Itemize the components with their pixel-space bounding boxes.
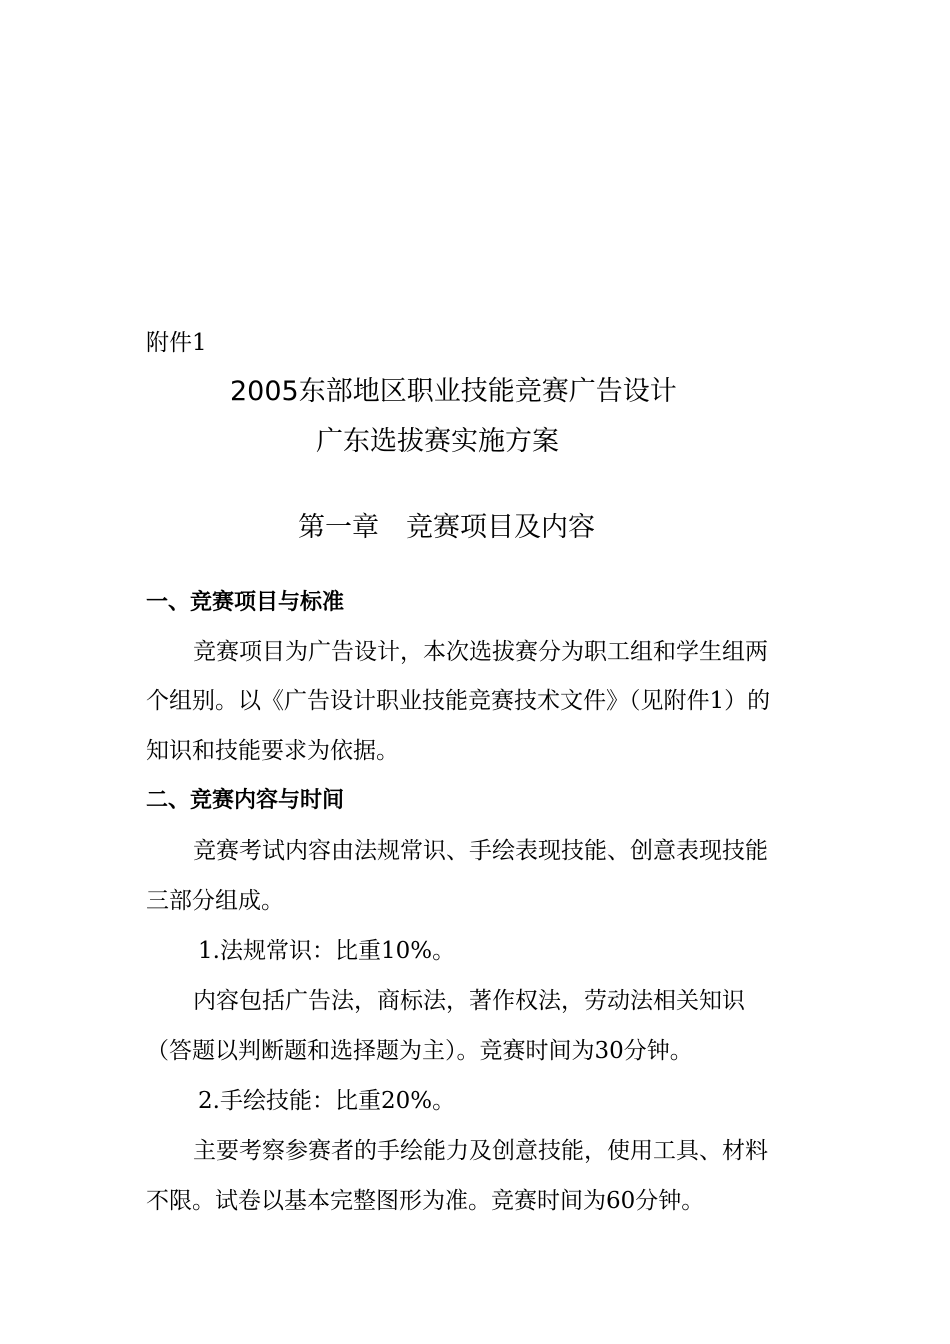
- item2-line: 不限。试卷以基本完整图形为准。竞赛时间为60分钟。: [146, 1188, 705, 1214]
- document-title-line1: 2005东部地区职业技能竞赛广告设计: [230, 376, 677, 407]
- section1-heading: 一、竞赛项目与标准: [146, 590, 345, 615]
- item2-title: 2.手绘技能：比重20%。: [198, 1088, 456, 1114]
- item1-line: （答题以判断题和选择题为主）。竞赛时间为30分钟。: [146, 1038, 693, 1064]
- attachment-label: 附件1: [146, 330, 207, 356]
- item2-line: 主要考察参赛者的手绘能力及创意技能，使用工具、材料: [193, 1138, 768, 1164]
- chapter-title: 第一章 竞赛项目及内容: [298, 512, 595, 543]
- document-title-line2: 广东选拔赛实施方案: [316, 426, 559, 457]
- section2-intro-line: 三部分组成。: [146, 888, 284, 914]
- section2-heading: 二、竞赛内容与时间: [146, 788, 345, 813]
- section1-paragraph-line: 竞赛项目为广告设计，本次选拔赛分为职工组和学生组两: [193, 639, 768, 665]
- item1-line: 内容包括广告法，商标法，著作权法，劳动法相关知识: [193, 988, 745, 1014]
- section2-intro-line: 竞赛考试内容由法规常识、手绘表现技能、创意表现技能: [193, 838, 768, 864]
- section1-paragraph-line: 个组别。以《广告设计职业技能竞赛技术文件》（见附件1）的: [146, 688, 771, 714]
- section1-paragraph-line: 知识和技能要求为依据。: [146, 738, 399, 764]
- item1-title: 1.法规常识：比重10%。: [198, 938, 456, 964]
